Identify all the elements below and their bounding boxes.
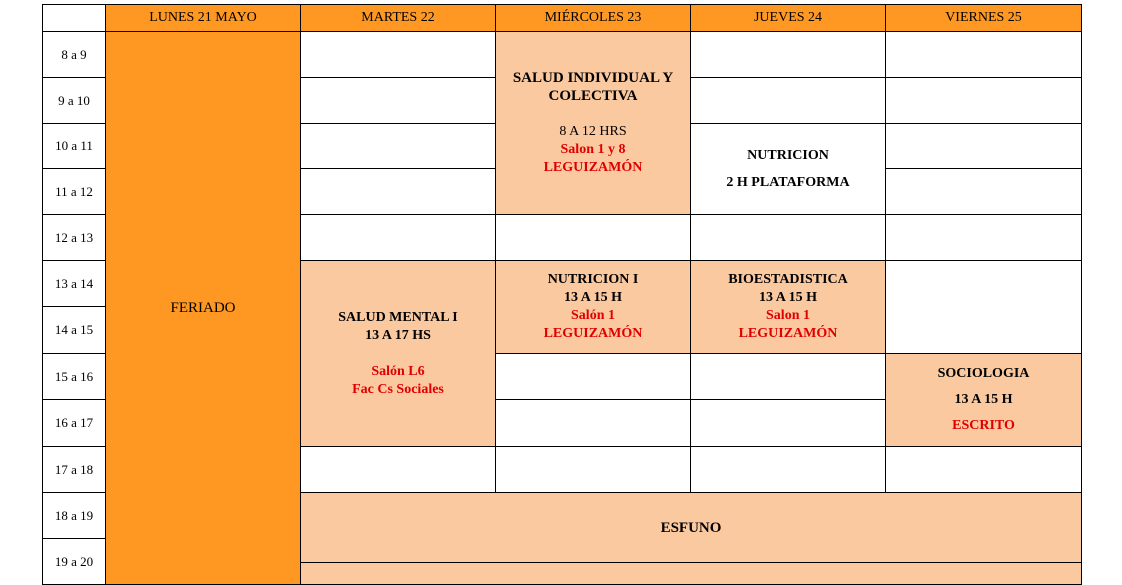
empty-slot	[300, 214, 496, 261]
header-miercoles: MIÉRCOLES 23	[495, 4, 691, 32]
time-slot: 12 a 13	[42, 214, 106, 261]
corner-cell	[42, 4, 106, 32]
empty-slot	[885, 260, 1082, 354]
empty-slot	[885, 168, 1082, 215]
empty-slot	[495, 399, 691, 447]
class-mode: ESCRITO	[952, 418, 1015, 433]
time-slot: 15 a 16	[42, 353, 106, 400]
class-title: ESFUNO	[660, 519, 722, 536]
class-block-bottom	[300, 562, 1082, 585]
header-jueves: JUEVES 24	[690, 4, 886, 32]
empty-slot	[495, 353, 691, 400]
empty-slot	[495, 446, 691, 493]
class-room: Salón 1	[571, 308, 615, 323]
empty-slot	[300, 77, 496, 124]
empty-slot	[300, 123, 496, 169]
class-title: NUTRICION	[747, 147, 829, 163]
class-bioestadistica	[690, 260, 886, 354]
class-room: Salon 1	[766, 308, 810, 323]
class-hours: 13 A 15 H	[759, 290, 817, 305]
class-hours: 13 A 15 H	[954, 392, 1013, 407]
class-title: BIOESTADISTICA	[728, 272, 848, 287]
class-teacher: LEGUIZAMÓN	[543, 326, 643, 341]
empty-slot	[690, 31, 886, 78]
header-viernes: VIERNES 25	[885, 4, 1082, 32]
class-nutricion-i	[495, 260, 691, 354]
class-title: NUTRICION I	[547, 272, 639, 287]
class-nutricion-plataforma	[690, 123, 886, 215]
empty-slot	[690, 77, 886, 124]
empty-slot	[300, 168, 496, 215]
class-salud-individual	[495, 31, 691, 215]
time-slot: 16 a 17	[42, 399, 106, 447]
class-salud-mental	[300, 260, 496, 447]
empty-slot	[690, 214, 886, 261]
header-lunes: LUNES 21 MAYO	[105, 4, 301, 32]
class-hours: 8 A 12 HRS	[559, 124, 627, 139]
empty-slot	[885, 77, 1082, 124]
empty-slot	[885, 31, 1082, 78]
empty-slot	[300, 446, 496, 493]
empty-slot	[300, 31, 496, 78]
class-hours: 2 H PLATAFORMA	[726, 174, 850, 190]
empty-slot	[885, 446, 1082, 493]
time-slot: 14 a 15	[42, 306, 106, 354]
class-place: Fac Cs Sociales	[352, 381, 444, 397]
empty-slot	[690, 446, 886, 493]
time-slot: 9 a 10	[42, 77, 106, 124]
time-slot: 10 a 11	[42, 123, 106, 169]
class-teacher: LEGUIZAMÓN	[543, 160, 643, 175]
time-slot: 19 a 20	[42, 538, 106, 585]
feriado-block	[105, 31, 301, 585]
class-hours: 13 A 15 H	[564, 290, 622, 305]
class-room: Salón L6	[371, 363, 425, 379]
empty-slot	[690, 353, 886, 400]
time-slot: 17 a 18	[42, 446, 106, 493]
empty-slot	[885, 123, 1082, 169]
empty-slot	[495, 214, 691, 261]
class-sociologia	[885, 353, 1082, 447]
empty-slot	[885, 214, 1082, 261]
class-title: SOCIOLOGIA	[937, 366, 1030, 381]
time-slot: 8 a 9	[42, 31, 106, 78]
class-hours: 13 A 17 HS	[365, 327, 431, 343]
class-teacher: LEGUIZAMÓN	[738, 326, 838, 341]
class-title: COLECTIVA	[548, 88, 638, 104]
class-esfuno	[300, 492, 1082, 563]
feriado-label: FERIADO	[170, 300, 236, 316]
header-martes: MARTES 22	[300, 4, 496, 32]
class-room: Salon 1 y 8	[560, 142, 626, 157]
time-slot: 18 a 19	[42, 492, 106, 539]
class-title: SALUD INDIVIDUAL Y	[512, 70, 674, 86]
class-title: SALUD MENTAL I	[338, 309, 458, 325]
time-slot: 13 a 14	[42, 260, 106, 307]
empty-slot	[690, 399, 886, 447]
time-slot: 11 a 12	[42, 168, 106, 215]
